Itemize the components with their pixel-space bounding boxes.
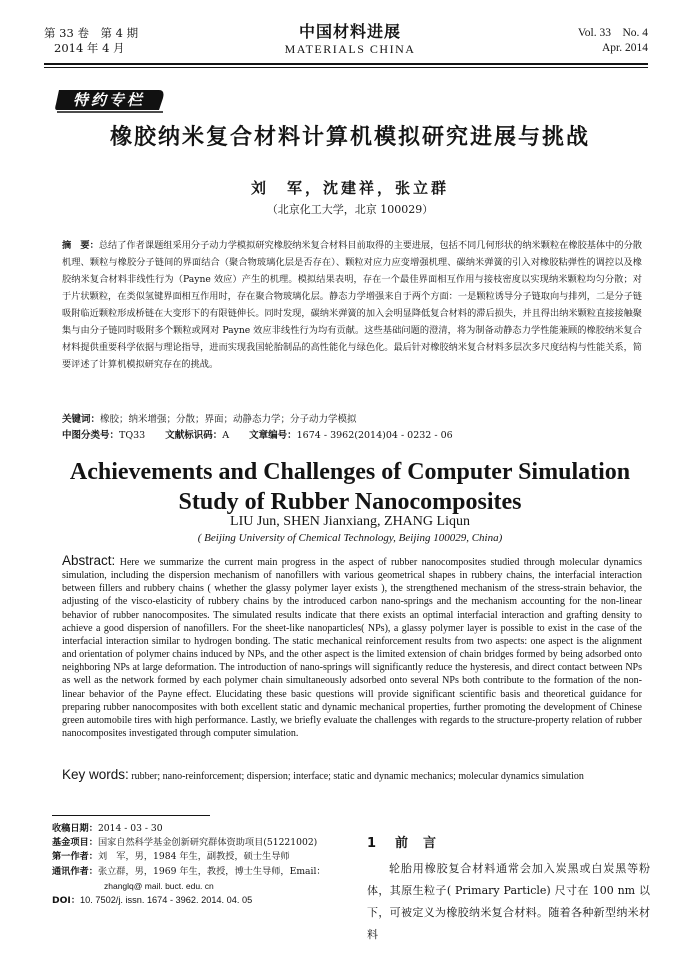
received-value: 2014 - 03 - 30	[97, 823, 163, 834]
received-date	[52, 822, 348, 836]
fund-label: 基金项目：	[52, 837, 98, 849]
class-number: TQ33	[119, 430, 146, 441]
first-author-label: 第一作者：	[52, 851, 98, 863]
keywords-en	[62, 768, 642, 784]
date-en: Apr. 2014	[602, 42, 648, 54]
keywords-en-label: Key words:	[62, 767, 129, 782]
abstract-cn-text: 总结了作者课题组采用分子动力学模拟研究橡胶纳米复合材料目前取得的主要进展，包括不同几何形状的纳米颗粒在橡胶基体中的分散机理、颗粒与橡胶分子链间的界面结合（聚合物玻璃化层是否存在）、颗粒对应力应变增强机理、碳纳米弹簧的引入对橡胶粘弹性的调控以及橡胶纳米复合材料非线性行为（Payne 效应）产生的机理。模拟结果表明，存在一个最佳界面相互作用与接枝密度以实现纳米颗粒均匀分散；对于片状颗粒，在类似氢键界面相互作用时，存在聚合物玻璃化层。静态力学增强来自于两个方面：一是颗粒诱导分子链取向与排列，二是分子链吸附临近颗粒形成桥链在大变形下的有限链伸长。同时发现，碳纳米弹簧的加入会明显降低复合材料的滞后损失，并且得出纳米颗粒直接接触聚集与由分子链同时吸附多个颗粒或网对 Payne 效应非线性行为均有贡献。这些基础问题的澄清，将为制备动静态力学性能兼顾的橡胶纳米复合材料提供重要科学依据与理论指导，进而实现我国轮胎制品的高性能化与绿色化。最后针对橡胶纳米复合材料多层次多尺度结构与性能关系，简要评述了计算机模拟研究存在的挑战。	[62, 240, 642, 370]
affiliation-en: ( Beijing University of Chemical Technology, Beijing 100029, China)	[197, 532, 503, 544]
corresponding-label: 通讯作者：	[52, 865, 98, 877]
authors-cn: 刘 军，沈建祥，张立群	[250, 179, 449, 197]
doi	[52, 893, 348, 908]
doi-value: 10. 7502/j. issn. 1674 - 3962. 2014. 04. 05	[80, 895, 253, 906]
corresponding-author	[52, 865, 348, 879]
keywords-cn	[62, 412, 642, 428]
section-body: 轮胎用橡胶复合材料通常会加入炭黑或白炭黑等粉体，其原生粒子( Primary Particle) 尺寸在 100 nm 以下，可被定义为橡胶纳米复合材料。随着各种新型纳米材料	[367, 862, 650, 941]
fund-value: 国家自然科学基金创新研究群体资助项目(51221002)	[97, 837, 318, 849]
paper-title-en-line2: Study of Rubber Nanocomposites	[178, 489, 522, 515]
paper-title-cn: 橡胶纳米复合材料计算机模拟研究进展与挑战	[109, 125, 590, 150]
abstract-en-label: Abstract:	[62, 553, 116, 568]
section-heading	[367, 832, 437, 851]
abstract-en-text: Here we summarize the current main progress in the aspect of rubber nanocomposites studied through molecular dynamics simulation, including the dispersion mechanism of nanofillers with various geometrical shapes in rubbery chains, the interfacial interaction between fillers and rubbery chains ( whether the glassy polymer layer exists ), the strengthened mechanism of the stress-strain behavior, the adjusting of the visco-elasticity of rubbery chains by the introduced carbon nano-springs and the mechanism accounting for the non-linear behavior of rubber nanocomposites. The simulated results indicate that there exists an optimal interfacial interaction and grafting density to achieve a good dispersion of nanofillers. For the sheet-like nanoparticles( NPs), a glassy polymer layer is possible to exist in the case of the interfacial interaction similar to hydrogen bonding. The static mechanical reinforcement results from two aspects: one aspect is the alignment and orientation of polymer chains induced by NPs, and the other aspect is the limited extension of chain bridges formed by being adsorbed onto neighboring NPs at large deformation. The introduction of nano-springs will significantly reduce the hysteresis, and direct contact between NPs as well as the network formed by each polymer chain simultaneously adsorbed onto several NPs both contribute to the formation of the non-linear behavior of the Payne effect. Elucidating these basic questions will provide significant scientific basis and theoretical guidance for preparing rubber nanocomposites with both excellent static and dynamic mechanical properties, further promoting the development of Chinese green automobile tires with high performance. Lastly, we briefly evaluate the challenges with regards to the structure-property relation of rubber nanocomposites investigated through computer simulation.	[62, 557, 643, 740]
abstract-en	[62, 554, 642, 740]
special-topic-tag	[55, 86, 167, 114]
date-cn: 2014 年 4 月	[54, 41, 125, 55]
doi-label: DOI：	[52, 895, 81, 907]
article-number: 1674 - 3962(2014)04 - 0232 - 06	[296, 430, 453, 441]
journal-name-cn: 中国材料进展	[298, 22, 401, 41]
first-author-value: 刘 军，男，1984 年生，副教授，硕士生导师	[97, 851, 290, 863]
header-rule-thin	[44, 67, 648, 68]
authors-en: LIU Jun, SHEN Jianxiang, ZHANG Liqun	[230, 514, 470, 529]
section-title: 前 言	[395, 836, 438, 851]
paper-title-en	[0, 457, 700, 517]
keywords-cn-text: 橡胶；纳米增强；分散；界面；动静态力学；分子动力学模拟	[100, 414, 357, 425]
keywords-cn-label: 关键词：	[62, 414, 101, 425]
journal-name-en: MATERIALS CHINA	[284, 42, 416, 56]
article-number-label: 文章编号：	[249, 430, 297, 441]
affiliation-cn: （北京化工大学，北京 100029）	[266, 203, 434, 216]
volume-issue-en: Vol. 33 No. 4	[577, 27, 648, 39]
corresponding-value: 张立群，男，1969 年生，教授，博士生导师，Email：	[97, 865, 326, 877]
issue-info-en	[578, 26, 648, 56]
volume-issue-cn: 第 33 卷 第 4 期	[44, 26, 139, 40]
paper-title-en-line1: Achievements and Challenges of Computer Simulation	[69, 459, 631, 485]
keywords-en-text: rubber; nano-reinforcement; dispersion; interface; static and dynamic mechanics; molecular dynamics simulation	[131, 771, 584, 782]
abstract-cn-label: 摘 要：	[62, 240, 99, 251]
first-author	[52, 850, 348, 864]
doc-code: A	[222, 430, 230, 441]
footnote-rule	[52, 815, 210, 816]
section-number: 1	[367, 836, 378, 851]
abstract-cn	[62, 237, 642, 373]
footnote	[52, 822, 348, 908]
doc-code-label: 文献标识码：	[165, 430, 223, 441]
header-rule-thick	[44, 63, 648, 65]
class-number-label: 中图分类号：	[62, 430, 120, 441]
email[interactable]: zhanglq@ mail. buct. edu. cn	[104, 880, 214, 891]
fund-info	[52, 836, 348, 850]
received-label: 收稿日期：	[52, 823, 98, 834]
classification-line	[62, 428, 642, 444]
special-topic-label: 特约专栏	[72, 91, 146, 109]
